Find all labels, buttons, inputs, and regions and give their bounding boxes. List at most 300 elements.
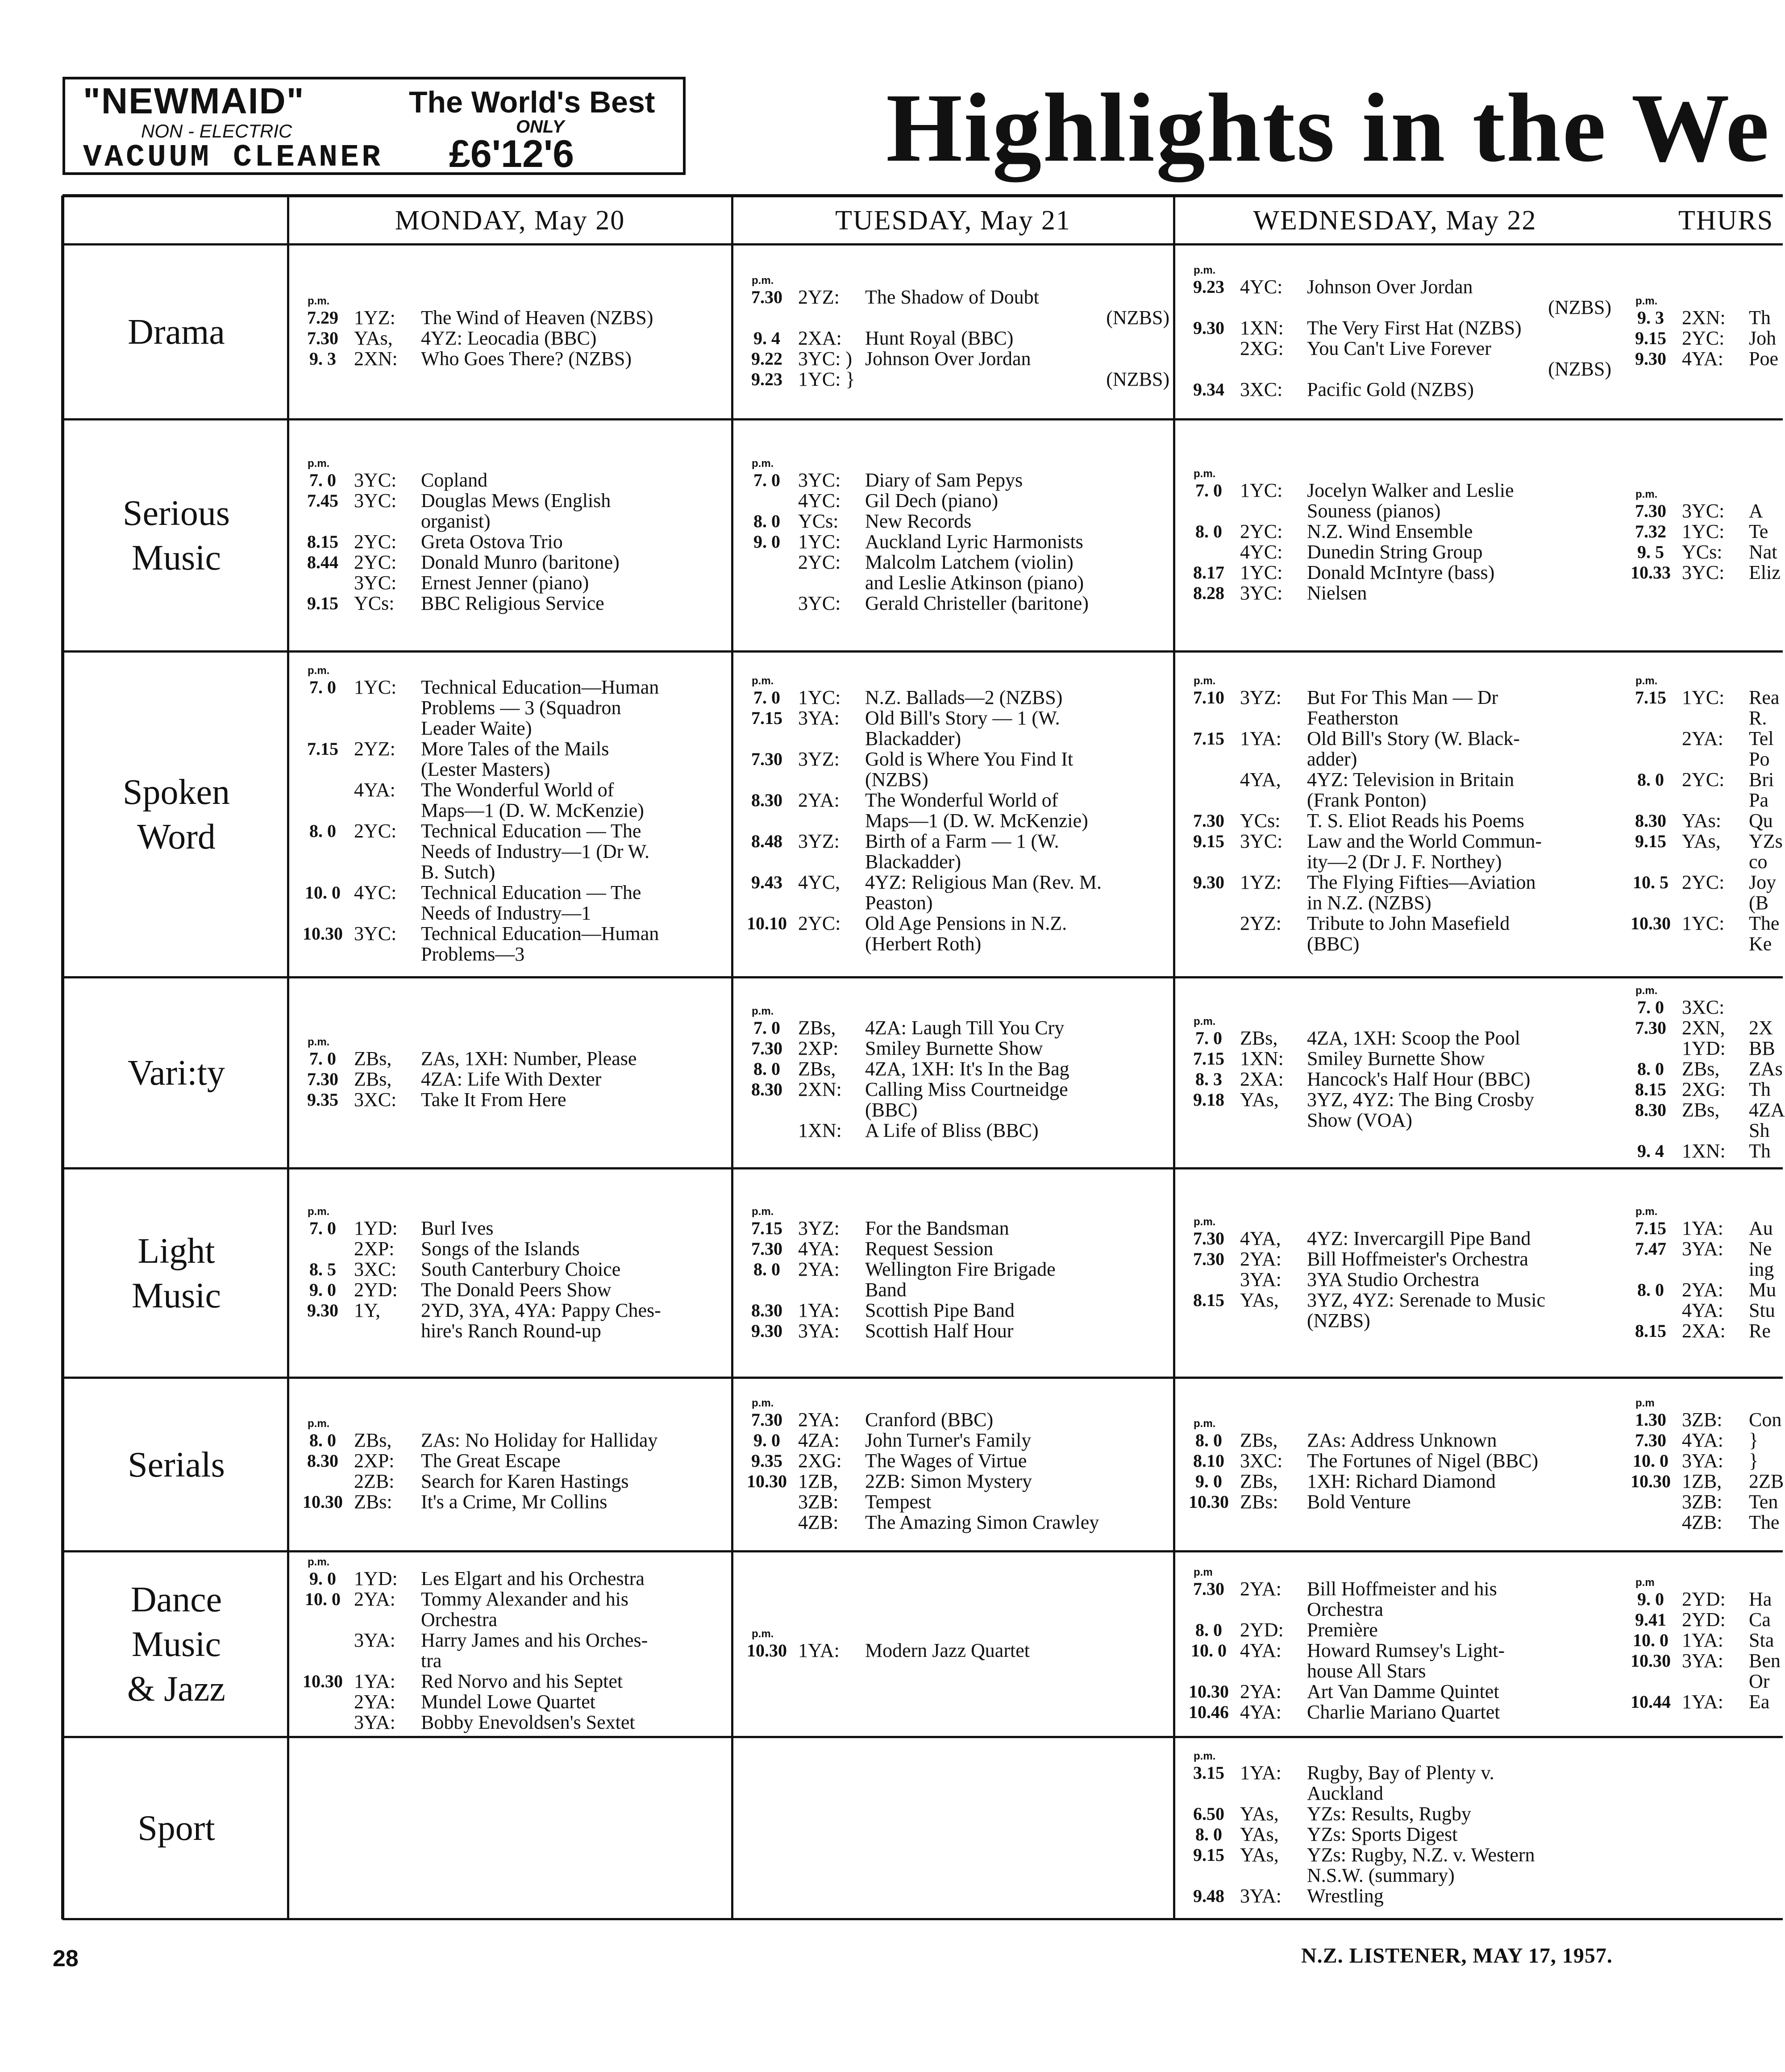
entry-station: 2YA: <box>1240 1248 1282 1270</box>
entry-title: Con <box>1749 1408 1782 1431</box>
programme-entry <box>291 924 728 944</box>
entry-title: Burl Ives <box>421 1217 494 1239</box>
entry-station: 4ZB: <box>798 1511 839 1533</box>
programme-entry <box>736 470 1169 491</box>
programme-entry <box>1178 297 1611 318</box>
entry-title: Blackadder) <box>865 851 961 873</box>
entry-title: YZs: Sports Digest <box>1307 1823 1458 1845</box>
entry-title: Pa <box>1749 789 1768 811</box>
entry-title: The Wonderful World of <box>421 779 614 801</box>
entry-title: Technical Education—Human <box>421 676 659 698</box>
entry-time <box>1619 790 1682 811</box>
entry-station: YAs, <box>1240 1844 1279 1866</box>
entry-station <box>798 1280 865 1300</box>
entry-title: Rea <box>1749 687 1780 708</box>
entry-time: 8.30 <box>1635 811 1666 831</box>
programme-entry <box>736 1259 1169 1280</box>
programme-entry <box>736 1512 1169 1533</box>
entry-time <box>291 1471 354 1492</box>
entry-time <box>291 1239 354 1259</box>
entry-title: Hunt Royal (BBC) <box>865 327 1014 349</box>
entry-title: More Tales of the Mails <box>421 738 609 760</box>
entry-title: Needs of Industry—1 <box>421 902 591 924</box>
entry-title: Ernest Jenner (piano) <box>421 572 589 594</box>
entry-time: 7. 0 <box>309 1048 336 1069</box>
entry-time: 9.22 <box>751 349 782 369</box>
programme-entry <box>1619 328 1778 349</box>
programme-entry <box>1619 1512 1778 1533</box>
programme-entry <box>291 1280 728 1300</box>
entry-station: 3YC: <box>1240 830 1283 852</box>
entry-station: YAs, <box>1240 1803 1279 1825</box>
entry-title: Gold is Where You Find It <box>865 748 1073 770</box>
programme-entry <box>291 698 728 718</box>
entry-station: 1YZ: <box>1240 871 1282 893</box>
programme-entry <box>1178 1471 1611 1492</box>
entry-time <box>736 811 798 831</box>
entry-time <box>291 1321 354 1341</box>
category-label <box>65 652 288 978</box>
programme-entry <box>736 872 1169 893</box>
programme-entry <box>1178 1228 1611 1249</box>
entry-title: (NZBS) <box>1106 368 1169 390</box>
pm-marker: p.m. <box>1194 1215 1216 1228</box>
entry-title: Bold Venture <box>1307 1490 1411 1513</box>
entry-title: Orchestra <box>1307 1598 1384 1620</box>
pm-marker: p.m <box>1194 1566 1213 1578</box>
entry-station: YCs: <box>354 592 395 614</box>
entry-title: 2ZB: Simon Mystery <box>865 1470 1032 1492</box>
entry-time: 10.30 <box>303 924 343 944</box>
entry-title: 2X <box>1749 1017 1773 1039</box>
entry-time: 8.17 <box>1193 562 1224 582</box>
programme-entry <box>736 1430 1169 1451</box>
entry-title: (BBC) <box>1307 933 1360 955</box>
programme-entry <box>291 1090 728 1110</box>
pm-marker: p.m. <box>1194 1417 1216 1430</box>
entry-time: 8. 0 <box>1195 1824 1222 1844</box>
entry-time: 9.30 <box>307 1300 338 1320</box>
entry-time: 8. 0 <box>309 821 336 841</box>
entry-title: Stu <box>1749 1299 1775 1321</box>
entry-station: 3YA: <box>354 1629 395 1651</box>
entry-time <box>291 573 354 593</box>
entry-station <box>1682 1259 1749 1280</box>
entry-time: 10.33 <box>1631 562 1671 582</box>
entry-station: ZBs, <box>354 1429 392 1451</box>
entry-station: YAs, <box>354 327 393 349</box>
pm-marker: p.m. <box>752 1628 774 1640</box>
entry-station: 2YC: <box>354 531 397 553</box>
programme-entry <box>1619 1280 1778 1300</box>
entry-station: ZBs, <box>1682 1058 1720 1080</box>
entry-time <box>1178 297 1240 318</box>
entry-station: 1XN: <box>798 1119 842 1141</box>
entry-time: 7.15 <box>751 1218 782 1238</box>
entry-title: Gerald Christeller (baritone) <box>865 592 1089 614</box>
entry-time <box>291 780 354 800</box>
programme-entry <box>291 1671 728 1692</box>
entry-title: South Canterbury Choice <box>421 1258 621 1280</box>
programme-entry <box>1178 1865 1611 1886</box>
entry-title: Law and the World Commun- <box>1307 830 1542 852</box>
grid-rule <box>62 1377 1783 1379</box>
entry-title: The Donald Peers Show <box>421 1278 612 1301</box>
entry-title: 4ZA: Laugh Till You Cry <box>865 1017 1065 1039</box>
programme-entry <box>1178 1110 1611 1131</box>
entry-time: 10.10 <box>747 913 787 933</box>
entry-title: (Herbert Roth) <box>865 933 982 955</box>
entry-time <box>1178 708 1240 728</box>
programme-cell <box>736 1381 1169 1549</box>
entry-title: Johnson Over Jordan <box>1307 276 1473 298</box>
entry-time: 9. 0 <box>1195 1471 1222 1491</box>
programme-entry <box>291 780 728 800</box>
entry-title: John Turner's Family <box>865 1429 1032 1451</box>
entry-title: Eliz <box>1749 562 1781 583</box>
entry-time <box>291 759 354 780</box>
entry-time: 9.30 <box>1193 872 1224 892</box>
programme-entry <box>736 308 1169 328</box>
entry-title: Nat <box>1749 541 1777 563</box>
entry-title: 4ZA <box>1749 1099 1785 1121</box>
entry-title: Ne <box>1749 1237 1772 1260</box>
entry-title: Orchestra <box>421 1609 498 1631</box>
entry-title: (Lester Masters) <box>421 758 550 780</box>
advert-type: NON - ELECTRIC <box>141 121 292 141</box>
entry-station: 3YA: <box>798 1319 840 1342</box>
entry-time: 9.15 <box>307 593 338 613</box>
programme-entry <box>736 728 1169 749</box>
entry-title: Howard Rumsey's Light- <box>1307 1639 1505 1661</box>
programme-entry <box>291 1712 728 1733</box>
entry-station: 2YA: <box>354 1588 395 1610</box>
entry-station: 3YA: <box>1240 1885 1282 1907</box>
entry-time: 7.15 <box>307 739 338 759</box>
programme-entry <box>736 1218 1169 1239</box>
entry-station: 2XG: <box>1682 1078 1726 1100</box>
pm-marker: p.m. <box>308 1556 330 1568</box>
entry-title: Maps—1 (D. W. McKenzie) <box>421 799 644 821</box>
entry-station <box>1240 852 1307 872</box>
entry-station: 2XP: <box>354 1449 395 1472</box>
programme-entry <box>291 1048 728 1069</box>
entry-title: 3YA Studio Orchestra <box>1307 1268 1480 1290</box>
programme-cell <box>1619 1554 1781 1735</box>
programme-cell <box>736 1554 1169 1735</box>
programme-entry <box>1178 831 1611 852</box>
entry-station: 2YC: <box>798 912 841 934</box>
entry-title: Peaston) <box>865 892 933 914</box>
entry-station: 2XA: <box>1682 1319 1726 1342</box>
programme-entry <box>1178 480 1611 501</box>
programme-entry <box>1619 893 1778 913</box>
programme-entry <box>736 790 1169 811</box>
entry-station: 1YA: <box>798 1639 840 1661</box>
pm-marker: p.m. <box>752 1205 774 1218</box>
entry-time: 9.23 <box>1193 277 1224 297</box>
programme-entry <box>291 1300 728 1321</box>
entry-title: ing <box>1749 1258 1774 1280</box>
entry-title: Malcolm Latchem (violin) <box>865 551 1073 573</box>
programme-entry <box>291 677 728 698</box>
entry-time <box>736 1492 798 1512</box>
pm-marker: p.m. <box>308 458 330 470</box>
entry-time: 9. 0 <box>753 1430 780 1450</box>
entry-time: 7.30 <box>751 287 782 307</box>
pm-marker: p.m. <box>1635 488 1658 500</box>
entry-station: 2YA: <box>798 1408 840 1431</box>
entry-time <box>291 841 354 862</box>
entry-station: 3YC: <box>798 469 841 491</box>
programme-entry <box>736 893 1169 913</box>
programme-entry <box>1619 1451 1778 1471</box>
entry-time: 9. 0 <box>1637 1589 1664 1609</box>
programme-entry <box>1619 1321 1778 1341</box>
grid-rule <box>62 418 1783 420</box>
entry-title: Tommy Alexander and his <box>421 1588 628 1610</box>
entry-station <box>1240 501 1307 521</box>
entry-station <box>354 944 421 965</box>
entry-time: 10.30 <box>747 1640 787 1660</box>
entry-time: 8. 0 <box>1637 770 1664 790</box>
entry-title: ZAs: No Holiday for Halliday <box>421 1429 658 1451</box>
entry-time <box>736 1512 798 1533</box>
entry-title: 2YD, 3YA, 4YA: Pappy Ches- <box>421 1299 661 1321</box>
programme-entry <box>291 328 728 349</box>
entry-time <box>736 593 798 614</box>
entry-time: 7. 0 <box>1195 1028 1222 1048</box>
entry-station: 3YC: <box>354 469 397 491</box>
entry-time <box>1178 1269 1240 1290</box>
entry-station: 3YC: <box>354 923 397 944</box>
pm-marker: p.m. <box>308 1205 330 1218</box>
entry-time: 9.34 <box>1193 379 1224 399</box>
entry-station: 3YA: <box>1682 1449 1723 1472</box>
entry-time <box>291 903 354 924</box>
entry-time <box>1178 749 1240 770</box>
entry-station: 1YA: <box>1682 1217 1723 1239</box>
programme-entry <box>1619 1099 1785 1121</box>
programme-entry <box>736 369 1169 390</box>
entry-time: 7. 0 <box>1195 480 1222 500</box>
entry-station: 2YA: <box>798 1258 840 1280</box>
entry-station <box>798 728 865 749</box>
programme-entry <box>1178 1090 1611 1110</box>
programme-entry <box>736 708 1169 728</box>
entry-station: 3YC: ) <box>798 348 852 370</box>
entry-station: ZBs, <box>798 1017 836 1039</box>
programme-entry <box>736 1239 1169 1259</box>
programme-entry <box>1619 521 1778 542</box>
entry-station: 2YA: <box>1240 1578 1282 1600</box>
entry-title: Gil Dech (piano) <box>865 490 999 512</box>
entry-time: 10. 0 <box>305 882 341 903</box>
entry-station <box>1240 749 1307 770</box>
pm-marker: p.m. <box>1635 1205 1658 1218</box>
entry-title: Technical Education — The <box>421 882 641 903</box>
entry-title: The Wages of Virtue <box>865 1449 1027 1472</box>
pm-marker: p.m. <box>308 665 330 677</box>
programme-cell <box>1178 1740 1611 1917</box>
entry-title: Th <box>1749 307 1771 329</box>
entry-station: 3YA: <box>1682 1650 1723 1672</box>
entry-title: The Fortunes of Nigel (BBC) <box>1307 1449 1539 1472</box>
entry-station: 3XC: <box>1240 379 1283 400</box>
entry-station: ZBs, <box>1240 1470 1278 1492</box>
entry-title: Ke <box>1749 933 1772 955</box>
entry-time <box>736 728 798 749</box>
entry-time: 7. 0 <box>753 470 780 490</box>
entry-title: ity—2 (Dr J. F. Northey) <box>1307 851 1502 873</box>
programme-cell <box>1178 980 1611 1166</box>
entry-station: YCs: <box>798 510 839 532</box>
programme-entry <box>1178 1824 1611 1845</box>
programme-entry <box>1178 1763 1611 1783</box>
entry-time: 8. 0 <box>1637 1279 1664 1300</box>
entry-station: 3YC: <box>798 592 841 614</box>
entry-time: 10.30 <box>303 1491 343 1512</box>
programme-entry <box>736 287 1169 308</box>
programme-entry <box>1619 1018 1778 1038</box>
entry-title: 2ZB <box>1749 1470 1784 1492</box>
entry-station <box>1240 297 1307 318</box>
programme-entry <box>1619 1692 1778 1712</box>
programme-entry <box>1619 1239 1778 1259</box>
pm-marker: p.m. <box>308 295 330 307</box>
entry-time <box>1619 1671 1682 1692</box>
programme-entry <box>1619 1259 1778 1280</box>
entry-station <box>1682 749 1749 770</box>
programme-entry <box>736 811 1169 831</box>
programme-entry <box>291 739 728 759</box>
programme-entry <box>1178 542 1611 562</box>
entry-title: Smiley Burnette Show <box>865 1037 1043 1059</box>
entry-time: 9.43 <box>751 872 782 892</box>
entry-title: The Shadow of Doubt <box>865 286 1039 308</box>
entry-time: 9.15 <box>1635 328 1666 348</box>
entry-title: (BBC) <box>865 1099 918 1121</box>
entry-title: } <box>1749 1449 1759 1472</box>
entry-time <box>736 1280 798 1300</box>
entry-title: Problems — 3 (Squadron <box>421 697 621 719</box>
programme-cell <box>1619 654 1783 975</box>
entry-station: 1YA: <box>798 1299 840 1321</box>
entry-time <box>1178 338 1240 359</box>
entry-title: } <box>1749 1429 1759 1451</box>
entry-title: Poe <box>1749 348 1778 370</box>
programme-entry <box>1619 1058 1783 1080</box>
category-label <box>65 978 288 1169</box>
entry-title: (NZBS) <box>865 769 928 791</box>
entry-title: The Flying Fifties—Aviation <box>1307 871 1536 893</box>
entry-title: Te <box>1749 520 1768 542</box>
programme-entry <box>291 491 728 511</box>
entry-time <box>291 1692 354 1712</box>
entry-time: 9. 3 <box>1637 308 1664 328</box>
entry-time: 9.35 <box>307 1090 338 1110</box>
entry-time: 8. 0 <box>1195 1430 1222 1450</box>
entry-title: Who Goes There? (NZBS) <box>421 348 632 370</box>
entry-time: 9.15 <box>1193 831 1224 851</box>
entry-station: 1YC: <box>798 687 841 708</box>
entry-station <box>798 934 865 954</box>
entry-station: 1YC: } <box>798 368 855 390</box>
entry-title: It's a Crime, Mr Collins <box>421 1490 607 1513</box>
entry-time: 10.44 <box>1631 1692 1671 1712</box>
grid-divider <box>731 196 733 1919</box>
category-label-line: Light <box>137 1231 215 1271</box>
entry-time <box>736 491 798 511</box>
pm-marker: p.m. <box>1194 468 1216 480</box>
programme-entry <box>1178 1579 1611 1599</box>
advert-price: £6'12'6 <box>449 133 574 175</box>
programme-entry <box>291 944 728 965</box>
programme-entry <box>1619 708 1778 728</box>
entry-time: 7.45 <box>307 491 338 511</box>
programme-entry <box>1619 852 1778 872</box>
programme-entry <box>1178 1492 1611 1512</box>
category-label-line: Sport <box>137 1809 215 1848</box>
entry-station: 2XA: <box>798 327 842 349</box>
programme-cell <box>291 1171 728 1375</box>
entry-time: 8. 0 <box>753 1259 780 1279</box>
entry-time <box>1619 1300 1682 1321</box>
grid-rule <box>62 1918 1783 1920</box>
programme-cell <box>1619 1381 1784 1549</box>
programme-cell <box>1619 422 1781 649</box>
programme-entry <box>1178 811 1611 831</box>
entry-time <box>736 573 798 593</box>
category-label-line: Word <box>137 817 216 857</box>
entry-title: 4ZA, 1XH: Scoop the Pool <box>1307 1027 1520 1049</box>
entry-station: 2YD: <box>1682 1588 1726 1610</box>
entry-time: 7.32 <box>1635 521 1666 541</box>
programme-entry <box>291 1430 728 1451</box>
entry-station: 3XC: <box>1240 1449 1283 1472</box>
entry-time: 8.48 <box>751 831 782 851</box>
entry-time <box>1619 708 1682 728</box>
entry-title: Blackadder) <box>865 728 961 749</box>
programme-entry <box>1619 872 1778 893</box>
entry-time: 9. 0 <box>309 1279 336 1300</box>
page-number: 28 <box>53 1946 79 1972</box>
programme-entry <box>1619 790 1778 811</box>
programme-entry <box>1619 934 1778 954</box>
entry-station: 2XG: <box>798 1449 842 1472</box>
entry-station <box>1240 359 1307 379</box>
entry-time: 8.30 <box>751 1079 782 1099</box>
entry-title: For the Bandsman <box>865 1217 1009 1239</box>
programme-entry <box>291 841 728 862</box>
programme-entry <box>736 1280 1169 1300</box>
category-label <box>65 1737 288 1919</box>
entry-time: 7. 0 <box>753 1018 780 1038</box>
entry-station <box>354 1610 421 1630</box>
entry-time: 9. 5 <box>1637 542 1664 562</box>
entry-station: 2XP: <box>354 1237 395 1260</box>
entry-title: adder) <box>1307 748 1357 770</box>
category-label-line: Serious <box>123 494 230 533</box>
entry-time <box>736 552 798 573</box>
entry-station: 2YZ: <box>1240 912 1282 934</box>
entry-time: 8. 0 <box>1195 1620 1222 1640</box>
entry-station: 3YA: <box>1240 1268 1282 1290</box>
programme-cell <box>291 654 728 975</box>
programme-entry <box>1178 1599 1611 1620</box>
entry-title: B. Sutch) <box>421 861 495 883</box>
programme-cell <box>291 422 728 649</box>
